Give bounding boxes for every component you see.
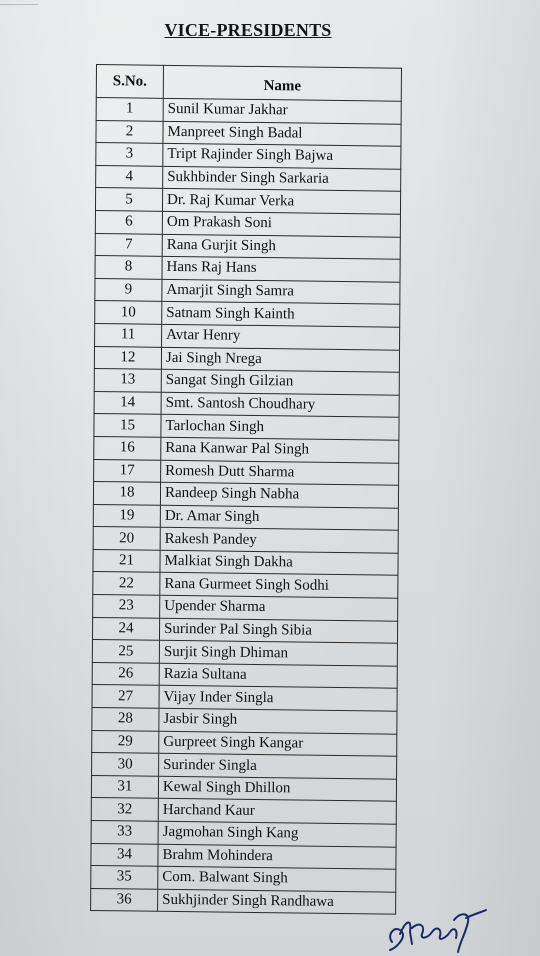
serial-number-cell: 3 bbox=[96, 143, 163, 166]
name-cell: Rana Gurmeet Singh Sodhi bbox=[160, 573, 398, 599]
column-header-sno: S.No. bbox=[96, 65, 163, 99]
name-cell: Tript Rajinder Singh Bajwa bbox=[163, 144, 401, 170]
paper-edge-line bbox=[0, 4, 38, 5]
name-cell: Jagmohan Singh Kang bbox=[158, 821, 396, 847]
serial-number-cell: 16 bbox=[94, 436, 161, 459]
name-cell: Romesh Dutt Sharma bbox=[161, 460, 399, 486]
name-cell: Sunil Kumar Jakhar bbox=[163, 98, 401, 124]
name-cell: Jai Singh Nrega bbox=[161, 347, 399, 373]
serial-number-cell: 27 bbox=[92, 685, 159, 708]
serial-number-cell: 25 bbox=[92, 640, 159, 663]
serial-number-cell: 2 bbox=[96, 120, 163, 143]
name-cell: Hans Raj Hans bbox=[162, 256, 400, 282]
serial-number-cell: 21 bbox=[93, 549, 160, 572]
vice-presidents-table bbox=[90, 64, 402, 915]
name-cell: Rakesh Pandey bbox=[160, 528, 398, 554]
serial-number-cell: 12 bbox=[94, 346, 161, 369]
serial-number-cell: 26 bbox=[92, 662, 159, 685]
serial-number-cell: 18 bbox=[93, 482, 160, 505]
serial-number-cell: 7 bbox=[95, 233, 162, 256]
name-cell: Randeep Singh Nabha bbox=[160, 482, 398, 508]
serial-number-cell: 34 bbox=[91, 843, 158, 866]
serial-number-cell: 29 bbox=[92, 730, 159, 753]
serial-number-cell: 17 bbox=[94, 459, 161, 482]
name-cell: Dr. Raj Kumar Verka bbox=[162, 189, 400, 215]
serial-number-cell: 13 bbox=[94, 369, 161, 392]
serial-number-cell: 20 bbox=[93, 527, 160, 550]
table-row bbox=[91, 888, 396, 914]
serial-number-cell: 24 bbox=[92, 617, 159, 640]
handwritten-signature bbox=[382, 898, 492, 956]
name-cell: Avtar Henry bbox=[162, 324, 400, 350]
serial-number-cell: 33 bbox=[91, 820, 158, 843]
name-cell: Surinder Singla bbox=[159, 754, 397, 780]
serial-number-cell: 5 bbox=[95, 188, 162, 211]
name-cell: Gurpreet Singh Kangar bbox=[159, 731, 397, 757]
name-cell: Harchand Kaur bbox=[158, 799, 396, 825]
vice-presidents-table-wrapper bbox=[90, 64, 402, 915]
name-cell: Kewal Singh Dhillon bbox=[158, 776, 396, 802]
serial-number-cell: 14 bbox=[94, 391, 161, 414]
name-cell: Razia Sultana bbox=[159, 663, 397, 689]
name-cell: Upender Sharma bbox=[160, 595, 398, 621]
column-header-name: Name bbox=[163, 65, 401, 101]
name-cell: Amarjit Singh Samra bbox=[162, 279, 400, 305]
name-cell: Smt. Santosh Choudhary bbox=[161, 392, 399, 418]
serial-number-cell: 11 bbox=[95, 323, 162, 346]
name-cell: Surinder Pal Singh Sibia bbox=[159, 618, 397, 644]
name-cell: Manpreet Singh Badal bbox=[163, 121, 401, 147]
name-cell: Om Prakash Soni bbox=[162, 211, 400, 237]
serial-number-cell: 15 bbox=[94, 414, 161, 437]
serial-number-cell: 36 bbox=[91, 888, 158, 911]
name-cell: Surjit Singh Dhiman bbox=[159, 641, 397, 667]
page-title: VICE-PRESIDENTS bbox=[164, 20, 332, 40]
name-cell: Rana Gurjit Singh bbox=[162, 234, 400, 260]
name-cell: Vijay Inder Singla bbox=[159, 686, 397, 712]
name-cell: Brahm Mohindera bbox=[158, 844, 396, 870]
serial-number-cell: 9 bbox=[95, 278, 162, 301]
name-cell: Sukhbinder Singh Sarkaria bbox=[163, 166, 401, 192]
name-cell: Tarlochan Singh bbox=[161, 415, 399, 441]
serial-number-cell: 19 bbox=[93, 504, 160, 527]
name-cell: Dr. Amar Singh bbox=[160, 505, 398, 531]
name-cell: Malkiat Singh Dakha bbox=[160, 550, 398, 576]
serial-number-cell: 31 bbox=[91, 775, 158, 798]
serial-number-cell: 6 bbox=[95, 210, 162, 233]
name-cell: Rana Kanwar Pal Singh bbox=[161, 437, 399, 463]
serial-number-cell: 8 bbox=[95, 256, 162, 279]
name-cell: Com. Balwant Singh bbox=[158, 866, 396, 892]
name-cell: Jasbir Singh bbox=[159, 708, 397, 734]
serial-number-cell: 22 bbox=[93, 572, 160, 595]
serial-number-cell: 32 bbox=[91, 798, 158, 821]
serial-number-cell: 4 bbox=[96, 165, 163, 188]
serial-number-cell: 28 bbox=[92, 707, 159, 730]
serial-number-cell: 23 bbox=[93, 595, 160, 618]
name-cell: Satnam Singh Kainth bbox=[162, 302, 400, 328]
serial-number-cell: 35 bbox=[91, 866, 158, 889]
name-cell: Sukhjinder Singh Randhawa bbox=[158, 889, 396, 915]
serial-number-cell: 30 bbox=[92, 753, 159, 776]
serial-number-cell: 1 bbox=[96, 98, 163, 121]
table-header-row bbox=[96, 65, 401, 102]
name-cell: Sangat Singh Gilzian bbox=[161, 369, 399, 395]
serial-number-cell: 10 bbox=[95, 301, 162, 324]
